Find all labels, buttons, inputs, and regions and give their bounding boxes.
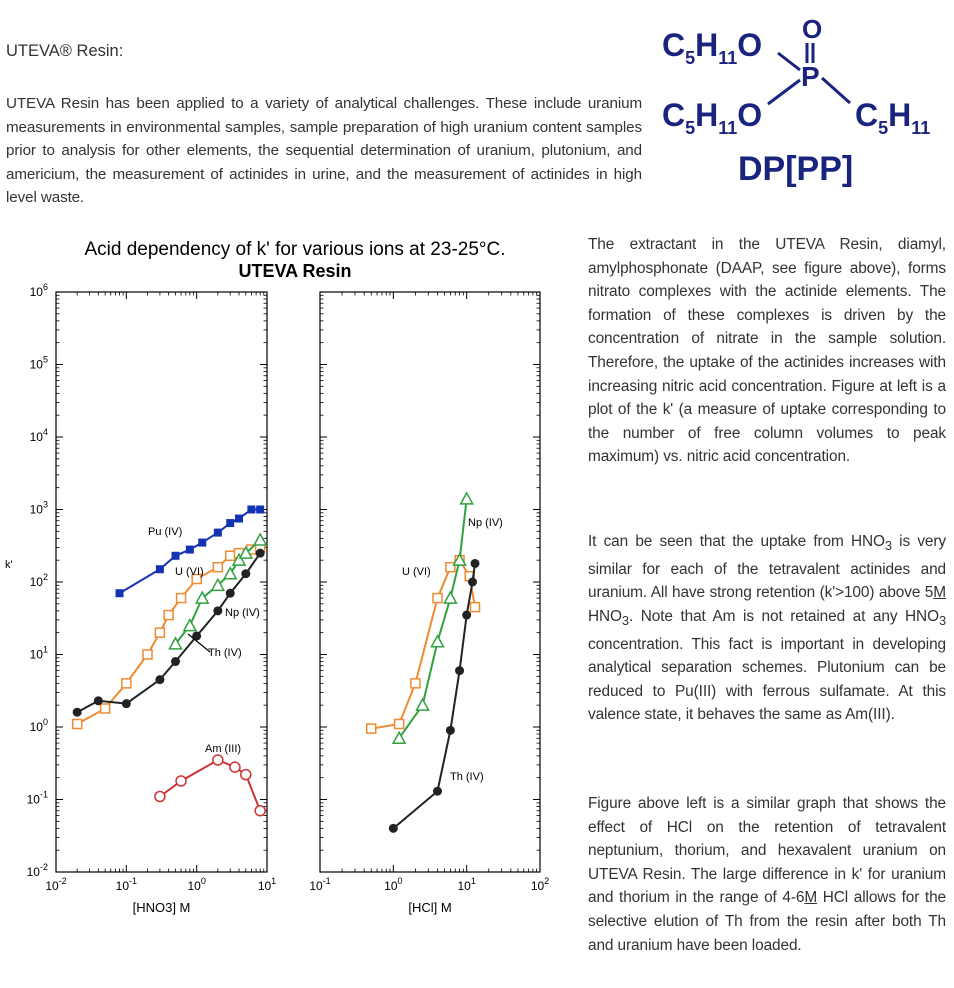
data-point xyxy=(177,594,186,603)
x-tick-label: $10^{-1}$ xyxy=(309,876,331,893)
series-annotation: Np (IV) xyxy=(468,517,503,529)
x-tick-label: $10^1$ xyxy=(257,876,277,893)
plot-frame-0 xyxy=(56,292,267,872)
data-point xyxy=(254,534,266,545)
data-point xyxy=(155,675,164,684)
data-point xyxy=(389,824,398,833)
data-point xyxy=(155,791,165,801)
data-point xyxy=(213,563,222,572)
mol-c5h11o-top: $C_5H_{11}O$ xyxy=(662,27,763,68)
series-line xyxy=(160,760,260,811)
y-tick-label: $10^2$ xyxy=(29,572,48,589)
data-point xyxy=(241,770,251,780)
data-point xyxy=(395,719,404,728)
mol-phosphorus: P xyxy=(801,61,820,92)
x-axis-label: [HCl] M xyxy=(408,900,452,915)
data-point xyxy=(94,696,103,705)
data-point xyxy=(164,611,173,620)
intro-paragraph: UTEVA Resin has been applied to a variety of analytical challenges. These include uranium measurements in environmental samples, sample preparation of high uranium content samples prior to analysis for other elements, the sequential determination of uranium, plutonium, and americium, the measurement of actinides in urine, and the measurement of actinides in high level waste. xyxy=(6,95,642,206)
y-tick-label: $10^1$ xyxy=(29,644,48,662)
data-point xyxy=(213,755,223,765)
data-point xyxy=(255,806,265,816)
data-point xyxy=(198,539,206,547)
x-tick-label: $10^0$ xyxy=(384,876,403,893)
data-point xyxy=(186,546,194,554)
data-point xyxy=(230,762,240,772)
data-point xyxy=(431,636,443,647)
data-point xyxy=(235,515,243,523)
data-point xyxy=(256,549,265,558)
data-point xyxy=(171,657,180,666)
series-annotation: Pu (IV) xyxy=(148,526,183,538)
mol-c5h11o-bottom: $C_5H_{11}O$ xyxy=(662,97,763,138)
x-tick-label: $10^0$ xyxy=(187,876,206,893)
daap-structure xyxy=(650,8,950,198)
data-point xyxy=(367,724,376,733)
data-point xyxy=(444,592,456,603)
x-tick-label: $10^1$ xyxy=(457,876,476,893)
series-annotation: Am (III) xyxy=(205,743,242,755)
y-tick-label: $10^{-2}$ xyxy=(26,862,48,879)
y-tick-label: $10^{-1}$ xyxy=(26,789,48,807)
data-point xyxy=(101,704,110,713)
data-point xyxy=(461,493,473,504)
data-point xyxy=(73,708,82,717)
data-point xyxy=(446,726,455,735)
series-annotation: U (VI) xyxy=(175,566,204,578)
body-paragraph-3: Figure above left is a similar graph that shows the effect of HCl on the retention of tetravalent neptunium, thorium, and hexavalent uranium on UTEVA Resin. The large difference in k' for uranium and thorium in the range of 4-6M HCl allows for the selective elution of Th from the resin after both Th and uranium have been loaded. xyxy=(588,795,947,954)
y-tick-label: $10^0$ xyxy=(29,717,48,734)
data-point xyxy=(471,603,480,612)
x-tick-label: $10^{-2}$ xyxy=(45,876,67,893)
data-point xyxy=(224,568,236,579)
data-point xyxy=(247,506,255,514)
y-tick-label: $10^4$ xyxy=(29,427,48,444)
data-point xyxy=(143,650,152,659)
mol-oxygen: O xyxy=(802,14,823,44)
y-tick-label: $10^3$ xyxy=(29,499,48,517)
data-point xyxy=(433,787,442,796)
data-point xyxy=(122,699,131,708)
data-point xyxy=(171,552,179,560)
mol-c5h11: $C_5H_{11}$ xyxy=(855,97,931,138)
data-point xyxy=(226,589,235,598)
data-point xyxy=(462,611,471,620)
data-point xyxy=(411,679,420,688)
section-heading: UTEVA® Resin: xyxy=(6,42,124,60)
data-point xyxy=(213,606,222,615)
data-point xyxy=(468,578,477,587)
y-tick-label: $10^6$ xyxy=(29,282,48,299)
series-annotation: Np (IV) xyxy=(225,607,260,619)
chart-title: Acid dependency of k' for various ions at 23-25°C. xyxy=(84,239,506,260)
body-paragraph-2: It can be seen that the uptake from $HNO_3$ is very similar for each of the tetravalent actinides and uranium. All have strong retention (k'>100) above 5M $HNO_3$. Note that Am is not retained at any $HNO_3$ concentration. This fact is important in developing analytical separation schemes. Plutonium can be reduced to Pu(III) with ferrous sulfamate. At this valence state, it behaves the same as Am(III). xyxy=(588,533,946,724)
data-point xyxy=(122,679,131,688)
data-point xyxy=(156,565,164,573)
body-paragraph-1: The extractant in the UTEVA Resin, diamyl, amylphosphonate (DAAP, see figure above), forms nitrato complexes with the actinide elements. The formation of these complexes is driven by the concentration of nitrate in the sample solution. Therefore, the uptake of the actinides increases with increasing nitric acid concentration. Figure at left is a plot of the k' (a measure of uptake corresponding to the number of free column volumes to peak maximum) vs. nitric acid concentration. xyxy=(588,236,946,466)
data-point xyxy=(417,699,429,710)
data-point xyxy=(176,776,186,786)
data-point xyxy=(155,628,164,637)
data-point xyxy=(433,594,442,603)
x-tick-label: $10^2$ xyxy=(530,876,550,893)
data-point xyxy=(184,620,196,631)
acid-dependency-chart xyxy=(0,230,575,930)
plot-frame-1 xyxy=(320,292,540,872)
data-point xyxy=(73,719,82,728)
mol-name: DP[PP] xyxy=(738,150,854,188)
x-axis-label: [HNO3] M xyxy=(132,900,191,915)
data-point xyxy=(471,559,480,568)
chart-subtitle: UTEVA Resin xyxy=(238,261,352,281)
data-point xyxy=(256,506,264,514)
data-point xyxy=(116,589,124,597)
y-tick-label: $10^5$ xyxy=(29,354,48,372)
data-point xyxy=(226,551,235,560)
series-annotation: Th (IV) xyxy=(208,647,242,659)
data-point xyxy=(226,519,234,527)
series-annotation: U (VI) xyxy=(402,566,431,578)
data-point xyxy=(241,569,250,578)
data-point xyxy=(455,666,464,675)
chart-ylabel: k' xyxy=(5,559,13,571)
x-tick-label: $10^{-1}$ xyxy=(115,876,138,893)
series-annotation: Th (IV) xyxy=(450,771,484,783)
data-point xyxy=(214,529,222,537)
